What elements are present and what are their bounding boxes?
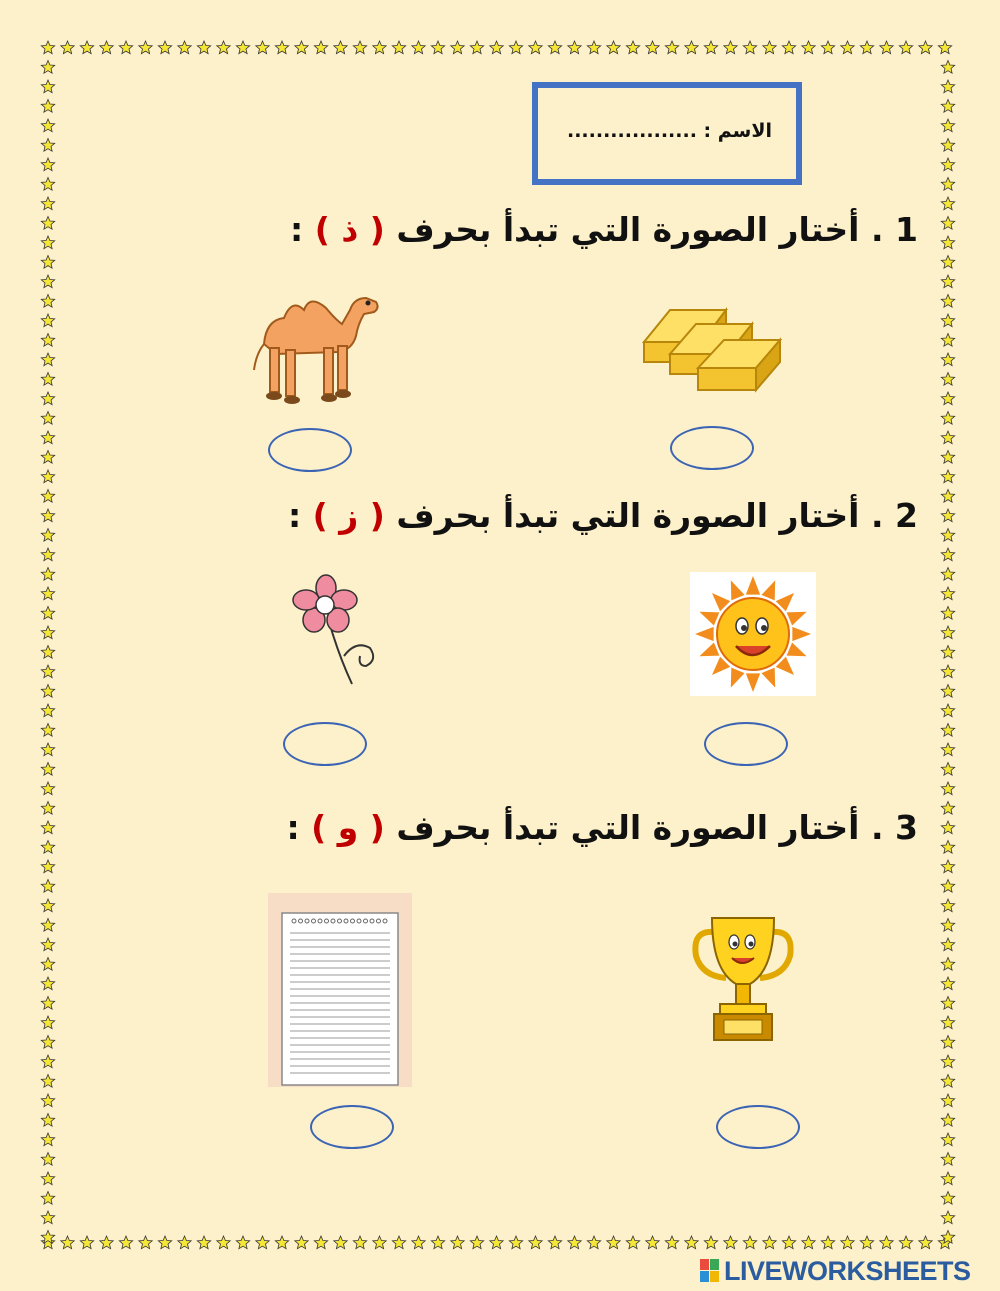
border-star-icon (919, 1236, 932, 1249)
answer-oval-flower[interactable] (283, 722, 367, 766)
border-star-icon (646, 1236, 659, 1249)
border-star-icon (941, 236, 954, 249)
border-star-icon (763, 1236, 776, 1249)
border-star-icon (941, 431, 954, 444)
question-open-paren: ( (369, 210, 385, 249)
border-star-icon (41, 782, 54, 795)
border-star-icon (197, 41, 210, 54)
border-star-icon (373, 1236, 386, 1249)
border-star-icon (743, 1236, 756, 1249)
notebook-ring (318, 919, 322, 923)
border-star-icon (158, 41, 171, 54)
border-star-icon (941, 1114, 954, 1127)
notebook-ring (292, 919, 296, 923)
name-box (532, 82, 802, 185)
border-star-icon (41, 626, 54, 639)
answer-oval-gold[interactable] (670, 426, 754, 470)
notebook-ring (377, 919, 381, 923)
border-star-icon (860, 41, 873, 54)
sun-image (690, 572, 816, 696)
border-star-icon (470, 1236, 483, 1249)
border-star-icon (353, 41, 366, 54)
notebook-ring (312, 919, 316, 923)
border-star-icon (41, 763, 54, 776)
border-star-icon (941, 977, 954, 990)
border-star-icon (41, 217, 54, 230)
border-star-icon (941, 646, 954, 659)
border-star-icon (80, 41, 93, 54)
border-star-icon (941, 724, 954, 737)
border-star-icon (509, 1236, 522, 1249)
border-star-icon (41, 1016, 54, 1029)
border-star-icon (626, 41, 639, 54)
border-star-icon (334, 1236, 347, 1249)
border-star-icon (41, 743, 54, 756)
footer-brand (700, 1256, 992, 1286)
notebook-ring (383, 919, 387, 923)
question-number: 1 (895, 210, 918, 249)
border-star-icon (41, 587, 54, 600)
border-star-icon (41, 1036, 54, 1049)
border-star-icon (41, 275, 54, 288)
border-star-icon (41, 899, 54, 912)
border-star-icon (314, 1236, 327, 1249)
border-star-icon (41, 236, 54, 249)
border-star-icon (941, 1192, 954, 1205)
border-star-icon (470, 41, 483, 54)
border-star-icon (41, 1153, 54, 1166)
border-star-icon (941, 1153, 954, 1166)
question-text: أختار الصورة التي تبدأ بحرف (396, 210, 860, 249)
border-star-icon (41, 685, 54, 698)
gold-bars-image (640, 302, 782, 394)
border-star-icon (509, 41, 522, 54)
border-star-icon (880, 41, 893, 54)
border-star-icon (941, 392, 954, 405)
border-star-icon (899, 41, 912, 54)
border-star-icon (763, 41, 776, 54)
border-star-icon (568, 41, 581, 54)
border-star-icon (665, 41, 678, 54)
border-star-icon (41, 529, 54, 542)
border-star-icon (941, 119, 954, 132)
border-star-icon (451, 1236, 464, 1249)
border-star-icon (41, 490, 54, 503)
border-star-icon (41, 704, 54, 717)
border-star-icon (41, 938, 54, 951)
border-star-icon (217, 1236, 230, 1249)
border-star-icon (941, 490, 954, 503)
border-star-icon (41, 451, 54, 464)
border-star-icon (704, 1236, 717, 1249)
border-star-icon (41, 1075, 54, 1088)
border-star-icon (41, 256, 54, 269)
border-star-icon (941, 880, 954, 893)
notebook-image (268, 893, 412, 1087)
border-star-icon (100, 1236, 113, 1249)
border-star-icon (724, 41, 737, 54)
border-star-icon (941, 997, 954, 1010)
border-star-icon (941, 256, 954, 269)
border-star-icon (941, 899, 954, 912)
border-star-icon (236, 1236, 249, 1249)
border-star-icon (41, 509, 54, 522)
question-letter: ز (339, 496, 359, 535)
question-colon: : (287, 496, 302, 535)
border-star-icon (217, 41, 230, 54)
border-star-icon (941, 1094, 954, 1107)
border-star-icon (412, 1236, 425, 1249)
question-text: أختار الصورة التي تبدأ بحرف (396, 496, 860, 535)
border-star-icon (941, 1133, 954, 1146)
border-star-icon (275, 1236, 288, 1249)
border-star-icon (941, 334, 954, 347)
border-star-icon (941, 314, 954, 327)
border-star-icon (119, 41, 132, 54)
border-star-icon (41, 1114, 54, 1127)
notebook-ring (351, 919, 355, 923)
border-star-icon (941, 704, 954, 717)
question-dot: . (870, 210, 884, 249)
question-1 (290, 210, 918, 249)
border-star-icon (256, 1236, 269, 1249)
border-star-icon (821, 41, 834, 54)
notebook-ring (357, 919, 361, 923)
notebook-ring (305, 919, 309, 923)
border-star-icon (80, 1236, 93, 1249)
border-star-icon (941, 919, 954, 932)
answer-oval-trophy[interactable] (716, 1105, 800, 1149)
border-star-icon (548, 1236, 561, 1249)
border-star-icon (880, 1236, 893, 1249)
question-letter: و (337, 808, 359, 847)
flower-image (292, 574, 384, 688)
border-star-icon (941, 802, 954, 815)
border-star-icon (626, 1236, 639, 1249)
border-star-icon (941, 665, 954, 678)
border-star-icon (941, 626, 954, 639)
border-star-icon (802, 1236, 815, 1249)
brand-text: LIVEWORKSHEETS (724, 1256, 971, 1286)
border-star-icon (941, 158, 954, 171)
border-star-icon (256, 41, 269, 54)
border-star-icon (941, 139, 954, 152)
border-star-icon (490, 1236, 503, 1249)
border-star-icon (41, 977, 54, 990)
border-star-icon (941, 353, 954, 366)
question-colon: : (290, 210, 304, 249)
border-star-icon (41, 178, 54, 191)
border-star-icon (685, 41, 698, 54)
border-star-icon (61, 41, 74, 54)
border-star-icon (41, 100, 54, 113)
border-star-icon (41, 958, 54, 971)
border-star-icon (529, 1236, 542, 1249)
liveworksheets-logo-icon (700, 1259, 720, 1283)
border-star-icon (431, 41, 444, 54)
border-star-icon (941, 782, 954, 795)
border-star-icon (529, 41, 542, 54)
question-close-paren: ) (311, 808, 327, 847)
camel-image (246, 290, 382, 410)
border-star-icon (41, 295, 54, 308)
border-star-icon (941, 1055, 954, 1068)
border-star-icon (41, 997, 54, 1010)
border-star-icon (941, 763, 954, 776)
border-star-icon (607, 41, 620, 54)
border-star-icon (41, 802, 54, 815)
border-star-icon (941, 821, 954, 834)
border-star-icon (587, 41, 600, 54)
border-star-icon (41, 470, 54, 483)
border-star-icon (941, 1211, 954, 1224)
notebook-ring (325, 919, 329, 923)
border-star-icon (236, 41, 249, 54)
question-dot: . (870, 496, 884, 535)
border-star-icon (41, 1055, 54, 1068)
border-star-icon (41, 1211, 54, 1224)
border-star-icon (61, 1236, 74, 1249)
notebook-ring (338, 919, 342, 923)
border-star-icon (704, 41, 717, 54)
border-star-icon (941, 373, 954, 386)
border-star-icon (41, 646, 54, 659)
border-star-icon (275, 41, 288, 54)
border-star-icon (41, 158, 54, 171)
border-star-icon (941, 958, 954, 971)
border-star-icon (941, 938, 954, 951)
border-star-icon (119, 1236, 132, 1249)
border-star-icon (587, 1236, 600, 1249)
answer-oval-camel[interactable] (268, 428, 352, 472)
border-star-icon (41, 197, 54, 210)
border-star-icon (41, 919, 54, 932)
border-star-icon (41, 1192, 54, 1205)
border-star-icon (941, 61, 954, 74)
border-star-icon (392, 1236, 405, 1249)
border-star-icon (41, 412, 54, 425)
border-star-icon (941, 470, 954, 483)
border-star-icon (941, 568, 954, 581)
notebook-ring (344, 919, 348, 923)
border-star-icon (41, 1172, 54, 1185)
border-star-icon (941, 1016, 954, 1029)
border-star-icon (941, 587, 954, 600)
border-star-icon (685, 1236, 698, 1249)
border-star-icon (41, 724, 54, 737)
trophy-image (690, 912, 796, 1044)
border-star-icon (139, 1236, 152, 1249)
border-star-icon (941, 841, 954, 854)
border-star-icon (314, 41, 327, 54)
border-star-icon (665, 1236, 678, 1249)
border-star-icon (568, 1236, 581, 1249)
border-star-icon (41, 314, 54, 327)
border-star-icon (158, 1236, 171, 1249)
border-star-icon (941, 509, 954, 522)
border-star-icon (941, 529, 954, 542)
border-star-icon (41, 373, 54, 386)
border-star-icon (821, 1236, 834, 1249)
border-star-icon (548, 41, 561, 54)
border-star-icon (941, 743, 954, 756)
border-star-icon (941, 860, 954, 873)
border-star-icon (139, 41, 152, 54)
border-star-icon (841, 41, 854, 54)
border-star-icon (941, 295, 954, 308)
border-star-icon (41, 80, 54, 93)
notebook-ring (364, 919, 368, 923)
border-star-icon (41, 392, 54, 405)
border-star-icon (41, 1094, 54, 1107)
border-star-icon (41, 665, 54, 678)
border-star-icon (41, 119, 54, 132)
border-star-icon (782, 41, 795, 54)
border-star-icon (178, 1236, 191, 1249)
border-star-icon (941, 1172, 954, 1185)
border-star-icon (412, 41, 425, 54)
answer-oval-notebook[interactable] (310, 1105, 394, 1149)
question-open-paren: ( (369, 808, 385, 847)
border-star-icon (802, 41, 815, 54)
border-star-icon (724, 1236, 737, 1249)
answer-oval-sun[interactable] (704, 722, 788, 766)
border-star-icon (41, 1133, 54, 1146)
border-star-icon (490, 41, 503, 54)
question-dot: . (870, 808, 884, 847)
border-star-icon (295, 1236, 308, 1249)
border-star-icon (431, 1236, 444, 1249)
border-star-icon (782, 1236, 795, 1249)
border-star-icon (941, 548, 954, 561)
question-2 (288, 496, 918, 535)
notebook-ring (299, 919, 303, 923)
border-star-icon (941, 685, 954, 698)
name-label: الاسم : .................. (567, 120, 772, 142)
border-star-icon (451, 41, 464, 54)
border-star-icon (941, 275, 954, 288)
border-star-icon (941, 178, 954, 191)
border-star-icon (41, 334, 54, 347)
border-star-icon (41, 431, 54, 444)
question-close-paren: ) (314, 210, 330, 249)
border-star-icon (41, 548, 54, 561)
border-star-icon (373, 41, 386, 54)
border-star-icon (41, 821, 54, 834)
border-star-icon (100, 41, 113, 54)
notebook-ring (370, 919, 374, 923)
question-open-paren: ( (369, 496, 385, 535)
border-star-icon (941, 451, 954, 464)
border-star-icon (41, 607, 54, 620)
border-star-icon (41, 353, 54, 366)
border-star-icon (41, 568, 54, 581)
question-number: 3 (895, 808, 918, 847)
border-star-icon (743, 41, 756, 54)
border-star-icon (941, 197, 954, 210)
border-star-icon (941, 412, 954, 425)
border-star-icon (41, 860, 54, 873)
question-text: أختار الصورة التي تبدأ بحرف (396, 808, 860, 847)
question-colon: : (286, 808, 300, 847)
border-star-icon (938, 41, 951, 54)
border-star-icon (941, 1075, 954, 1088)
border-star-icon (334, 41, 347, 54)
border-star-icon (41, 880, 54, 893)
border-star-icon (941, 1036, 954, 1049)
border-star-icon (607, 1236, 620, 1249)
border-star-icon (646, 41, 659, 54)
border-star-icon (941, 80, 954, 93)
border-star-icon (941, 217, 954, 230)
border-star-icon (941, 100, 954, 113)
border-star-icon (353, 1236, 366, 1249)
question-close-paren: ) (312, 496, 328, 535)
notebook-ring (331, 919, 335, 923)
border-star-icon (41, 841, 54, 854)
border-star-icon (392, 41, 405, 54)
border-star-icon (899, 1236, 912, 1249)
border-star-icon (295, 41, 308, 54)
question-3 (286, 808, 918, 847)
border-star-icon (41, 41, 54, 54)
border-star-icon (841, 1236, 854, 1249)
question-letter: ذ (341, 210, 359, 249)
border-star-icon (919, 41, 932, 54)
border-star-icon (860, 1236, 873, 1249)
border-star-icon (197, 1236, 210, 1249)
border-star-icon (941, 607, 954, 620)
question-number: 2 (895, 496, 918, 535)
border-star-icon (178, 41, 191, 54)
border-star-icon (41, 61, 54, 74)
border-star-icon (41, 139, 54, 152)
